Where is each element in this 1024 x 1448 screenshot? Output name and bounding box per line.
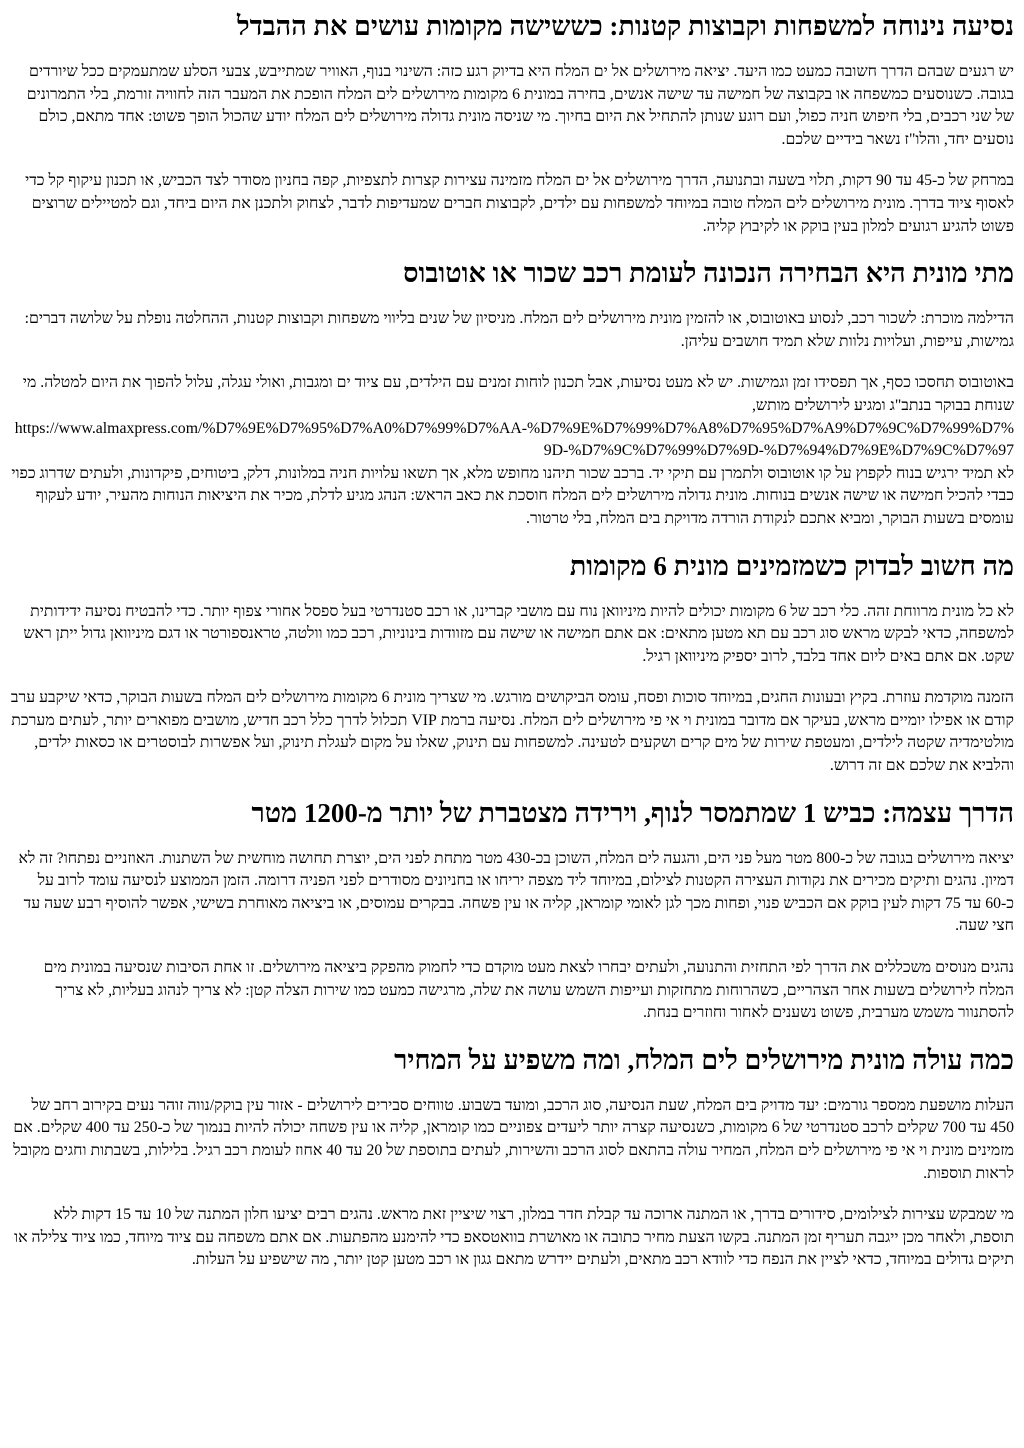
paragraph-with-link	[10, 372, 1014, 530]
paragraph: מי שמבקש עצירות לצילומים, סידורים בדרך, או המתנה ארוכה עד קבלת חדר במלון, רצוי שיציין זאת מראש. נהגים רבים יציעו חלון המתנה של 10 עד 15 דקות ללא תוספת, ולאחר מכן ייגבה תעריף זמן המתנה. בקשו הצעת מחיר כתובה או מאושרת בוואטסאפ כדי להימנע מהפתעות. אם אתם משפחה עם ציוד מיוחד, כמו ציוד צלילה או תיקים גדולים במיוחד, כדאי לציין את הנפח כדי לוודא רכב מתאים, ולעתים יידרש מתאם גגון או רכב מטען קטן יותר, מה שישפיע על העלות.	[14, 1206, 1014, 1269]
paragraph: לא כל מונית מרווחת זהה. כלי רכב של 6 מקומות יכולים להיות מיניוואן נוח עם מושבי קברינו, או רכב סטנדרטי בעל ספסל אחורי צפוף יותר. כדי להבטיח נסיעה ידידותית למשפחה, כדאי לבקש מראש סוג רכב עם תא מטען מתאים: אם אתם חמישה או שישה עם מזוודות בינוניות, רכב כמו וולטה, טראנספורטר או דגם מיניוואן גדול ייתן ראש שקט. אם אתם באים ליום אחד בלבד, לרוב יספיק מיניוואן רגיל.	[23, 602, 1014, 665]
inline-url: https://www.almaxpress.com/%D7%9E%D7%95%D7%A0%D7%99%D7%AA-%D7%9E%D7%99%D7%A8%D7%95%D7%A9%D7%9C%D7%99%D7%9D-%D7%9C%D7%99%D7%9D-%D7%94%D7%9E%D7%9C%D7%97	[14, 419, 1014, 460]
paragraph: הדילמה מוכרת: לשכור רכב, לנסוע באוטובוס, או להזמין מונית מירושלים לים המלח. מניסיון של שנים בליווי משפחות וקבוצות קטנות, ההחלטה נופלת על שלושה דברים: גמישות, עייפות, ועלויות נלוות שלא תמיד חושבים עליהן.	[24, 310, 1014, 350]
paragraph-text: לא תמיד ירגיש בנוח לקפוץ על קו אוטובוס ולתמרן עם תיקי יד. ברכב שכור תיהנו מחופש מלא, אך תשאו עלויות חניה במלונות, דלק, ביטוחים, פיקדונות, ולעתים שדרוג כפוי כבדי להכיל חמישה או שישה אנשים בנוחות. מונית גדולה מירושלים לים המלח חוסכת את כאב הראש: הנהג מגיע לדלת, מכיר את היציאות הנוחות מהעיר, יודע לעקוף עומסים בשעות הבוקר, ומביא אתכם לנקודת הורדה מדויקת בים המלח, בלי טרטור.	[11, 464, 1014, 527]
section-heading: כמה עולה מונית מירושלים לים המלח, ומה משפיע על המחיר	[394, 1044, 1014, 1075]
section-pricing	[10, 1044, 1014, 1272]
paragraph: יש רגעים שבהם הדרך חשובה כמעט כמו היעד. יציאה מירושלים אל ים המלח היא בדיוק רגע כזה: השינוי בנוף, האוויר שמתייבש, צבעי הסלע שמתעמקים ככל שיורדים בגובה. כשנוסעים כמשפחה או בקבוצה של חמישה עד שישה אנשים, בחירה במונית 6 מקומות מירושלים לים המלח הופכת את המעבר הזה לחוויה זורמת, בלי התמרונים של שני רכבים, בלי חיפוש חניה כפול, ועם רוגע שנותן להתחיל את היום בחיוך. מי שניסה מונית גדולה מירושלים לים המלח יודע שהכול הופך פשוט: אחד מתאם, כולם נוסעים יחד, והלו"ז נשאר בידיים שלכם.	[26, 63, 1014, 148]
paragraph: נהגים מנוסים משכללים את הדרך לפי התחזית והתנועה, ולעתים יבחרו לצאת מעט מוקדם כדי לחמוק מהפקק ביציאה מירושלים. זו אחת הסיבות שנסיעה במונית מים המלח לירושלים בשעות אחר הצהריים, כשהרוחות מתחזקות ועייפות השמש עושה את שלה, מרגישה כמעט כמו שירות הצלה קטן: לא צריך לנהוג בעליות, לא צריך להסתנוור משמש מערבית, פשוט נשענים לאחור וחוזרים בנחת.	[43, 959, 1014, 1022]
paragraph: הזמנה מוקדמת עוזרת. בקיץ ובעונות החגים, במיוחד סוכות ופסח, עומס הביקושים מורגש. מי שצריך מונית 6 מקומות מירושלים לים המלח בשעות הבוקר, כדאי שיקבע ערב קודם או אפילו יומיים מראש, בעיקר אם מדובר במונית וי אי פי מירושלים לים המלח. נסיעה ברמת VIP תכלול לדרך כלל רכב חדיש, מושבים מפוארים יותר, לעתים מערכת מולטימדיה שקטה לילדים, ומעטפת שירות של מים קרים ושקעים לטעינה. למשפחות עם תינוק, שאלו על מקום לעגלת תינוק, ועל אפשרות לבוסטרים או כסאות ילדים, והלביא את שלכם אם זה דרוש.	[10, 689, 1014, 775]
paragraph: יציאה מירושלים בגובה של כ-800 מטר מעל פני הים, והגעה לים המלח, השוכן בכ-430 מטר מתחת לפני הים, יוצרת תחושה מוחשית של השתנות. האוזניים נפתחו? זה לא דמיון. נהגים ותיקים מכירים את נקודות העצירה הקטנות לצילום, במיוחד ליד מצפה יריחו או בחניונים מסודרים לפני הפניה דרומה. הזמן הממוצע לנסיעה עומד לרוב על כ-60 עד 75 דקות לעין בוקק אם הכביש פנוי, ופחות מכך לגן לאומי קומראן, קליה או עין פשחה. בבקרים עמוסים, או ביציאה מאוחרת בשישי, אפשר להוסיף רבע שעה עד חצי שעה.	[18, 849, 1014, 935]
section-what-to-check	[10, 550, 1014, 778]
section-taxi-vs-car	[10, 257, 1014, 530]
section-the-road	[10, 797, 1014, 1025]
paragraph: במרחק של כ-45 עד 90 דקות, תלוי בשעה ובתנועה, הדרך מירושלים אל ים המלח מזמינה עצירות קצרות לתצפיות, קפה בחניון מסודר לצד הכביש, או תכנון עיקוף קל כדי לאסוף ציוד בדרך. מונית מירושלים לים המלח טובה במיוחד למשפחות עם ילדים, לקבוצות חברים שמעדיפות לדבר, לצחוק ולתכנן את היום ביחד, וגם למטיילים שרוצים פשוט להגיע רגועים למלון בעין בוקק או לקיבוץ קליה.	[25, 172, 1014, 235]
section-heading: מתי מונית היא הבחירה הנכונה לעומת רכב שכור או אוטובוס	[403, 258, 1014, 289]
section-intro	[10, 10, 1014, 238]
section-heading: מה חשוב לבדוק כשמזמינים מונית 6 מקומות	[569, 550, 1014, 581]
section-heading: הדרך עצמה: כביש 1 שמתמסר לנוף, וירידה מצטברת של יותר מ-1200 מטר	[251, 797, 1014, 828]
section-heading: נסיעה נינוחה למשפחות וקבוצות קטנות: כששישה מקומות עושים את ההבדל	[237, 11, 1014, 41]
paragraph-text: באוטובוס תחסכו כסף, אך תפסידו זמן וגמישות. יש לא מעט נסיעות, אבל תכנון לוחות זמנים עם הילדים, עם ציוד ים ומגבות, ואולי עגלה, עלול להפוך את היום למטלה. מי שנוחת בבוקר בנתב"ג ומגיע לירושלים מותש,	[22, 374, 1014, 414]
article-page	[10, 0, 1014, 1448]
paragraph: העלות מושפעת ממספר גורמים: יעד מדויק בים המלח, שעת הנסיעה, סוג הרכב, ומועד בשבוע. טווחים סבירים לירושלים - אזור עין בוקק/נווה זוהר נעים בקירוב רחב של 450 עד 700 שקלים לרכב סטנדרטי של 6 מקומות, כשנסיעה קצרה יותר ליעדים צפוניים כמו קומראן, קליה או עין פשחה יכולה להיות בנמוך של כ-250 עד 400 שקלים. אם מזמינים מונית וי אי פי מירושלים לים המלח, המחיר עולה בהתאם לסוג הרכב והשירות, לעתים בתוספת של 20 עד 40 אחוז לעומת רכב רגיל. בלילות, בשבתות וחגים מקובל לראות תוספות.	[13, 1096, 1014, 1182]
